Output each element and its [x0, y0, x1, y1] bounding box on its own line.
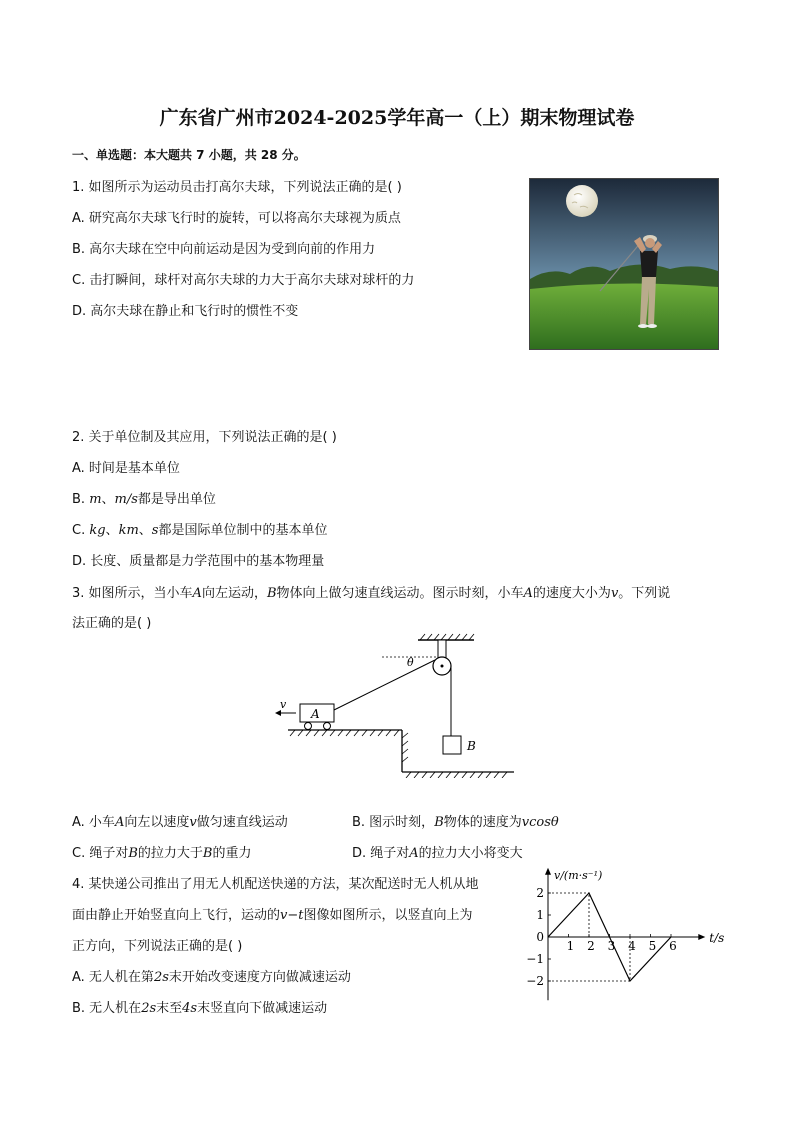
velocity-time-chart — [508, 866, 728, 1006]
q3-option-d: D. 绳子对A的拉力大小将变大 — [352, 846, 523, 861]
x-tick-label: 3 — [607, 939, 616, 953]
x-tick-label: 5 — [648, 939, 657, 953]
q4-option-a: A. 无人机在第2s末开始改变速度方向做减速运动 — [72, 970, 351, 985]
y-tick-label: 1 — [536, 908, 544, 922]
x-tick-label: 2 — [587, 939, 595, 953]
golfer-photo — [529, 178, 719, 350]
theta-label: θ — [407, 656, 414, 669]
q3-option-c: C. 绳子对B的拉力大于B的重力 — [72, 846, 252, 861]
q1-option-d: D. 高尔夫球在静止和飞行时的惯性不变 — [72, 304, 299, 319]
q4-option-b: B. 无人机在2s末至4s末竖直向下做减速运动 — [72, 1001, 328, 1016]
x-axis-arrow — [698, 934, 705, 940]
x-tick-label: 4 — [628, 939, 636, 953]
x-tick-label: 1 — [566, 939, 575, 953]
q4-stem-line1: 4. 某快递公司推出了用无人机配送快递的方法，某次配送时无人机从地 — [72, 877, 479, 892]
page-title: 广东省广州市2024-2025学年高一（上）期末物理试卷 — [159, 107, 635, 129]
q2-option-c: C. kg、km、s都是国际单位制中的基本单位 — [72, 523, 328, 538]
q3-stem-line1: 3. 如图所示，当小车A向左运动，B物体向上做匀速直线运动。图示时刻，小车A的速度大小为v。下列说 — [72, 586, 671, 601]
q1-stem: 1. 如图所示为运动员击打高尔夫球，下列说法正确的是( ) — [72, 180, 402, 195]
section-heading: 一、单选题：本大题共 7 小题，共 28 分。 — [72, 148, 306, 162]
q3-option-a: A. 小车A向左以速度v做匀速直线运动 — [72, 815, 288, 830]
q4-stem-line2: 面由静止开始竖直向上飞行，运动的v−t图像如图所示，以竖直向上为 — [72, 908, 473, 923]
y-axis-arrow — [545, 868, 551, 875]
q2-option-d: D. 长度、质量都是力学范围中的基本物理量 — [72, 554, 325, 569]
y-axis-label: v/(m·s⁻¹) — [554, 868, 603, 882]
q1-option-b: B. 高尔夫球在空中向前运动是因为受到向前的作用力 — [72, 242, 376, 257]
q3-stem-line2: 法正确的是( ) — [72, 616, 152, 631]
q1-option-a: A. 研究高尔夫球飞行时的旋转，可以将高尔夫球视为质点 — [72, 211, 401, 226]
x-tick-label: 6 — [669, 939, 677, 953]
q2-stem: 2. 关于单位制及其应用，下列说法正确的是( ) — [72, 430, 337, 445]
x-axis-label: t/s — [709, 931, 725, 945]
cart-a-label: A — [311, 707, 320, 721]
q2-option-a: A. 时间是基本单位 — [72, 461, 180, 476]
y-tick-label: −1 — [526, 952, 544, 966]
q4-stem-line3: 正方向，下列说法正确的是( ) — [72, 939, 243, 954]
y-tick-label: 2 — [536, 886, 544, 900]
q2-option-b: B. m、m/s都是导出单位 — [72, 492, 216, 507]
q3-option-b: B. 图示时刻，B物体的速度为vcosθ — [352, 815, 559, 830]
velocity-label: v — [280, 698, 287, 711]
block-b-label: B — [467, 739, 476, 753]
block-b — [443, 736, 461, 754]
y-tick-label: −2 — [526, 974, 544, 988]
pulley-cart-diagram — [270, 632, 520, 778]
y-tick-label: 0 — [536, 930, 544, 944]
q1-option-c: C. 击打瞬间，球杆对高尔夫球的力大于高尔夫球对球杆的力 — [72, 273, 415, 288]
